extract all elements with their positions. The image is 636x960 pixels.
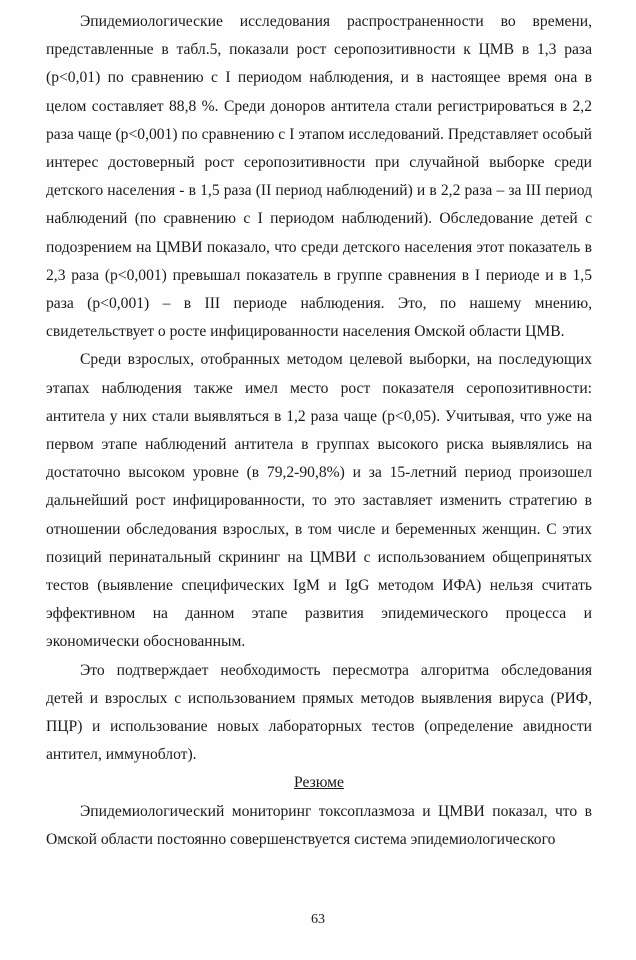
body-text bbox=[46, 8, 592, 854]
paragraph-adults-screening: Среди взрослых, отобранных методом целевой выборки, на последующих этапах наблюдения также имел место рост показателя серопозитивности: антитела у них стали выявляться в 1,2 раза чаще (p<0,05). Учитывая, что уже на первом этапе наблюдений антитела в группах высокого риска выявлялись на достаточно высоком уровне (в 79,2-90,8%) и за 15-летний период произошел дальнейший рост инфицированности, то это заставляет изменить стратегию в отношении обследования взрослых, в том числе и беременных женщин. С этих позиций перинатальный скрининг на ЦМВИ с использованием общепринятых тестов (выявление специфических IgM и IgG методом ИФА) нельзя считать эффективном на данном этапе развития эпидемического процесса и экономически обоснованным. bbox=[46, 351, 592, 651]
section-heading-summary: Резюме bbox=[294, 774, 344, 792]
paragraph-summary: Эпидемиологический мониторинг токсоплазмоза и ЦМВИ показал, что в Омской области постоянно совершенствуется система эпидемиологического bbox=[46, 802, 592, 848]
paragraph-seropositivity-trends: Эпидемиологические исследования распространенности во времени, представленные в табл.5, показали рост серопозитивности к ЦМВ в 1,3 раза (p<0,01) по сравнению с I периодом наблюдения, и в настоящее время она в целом составляет 88,8 %. Среди доноров антитела стали регистрироваться в 2,2 раза чаще (p<0,001) по сравнению с I этапом исследований. Представляет особый интерес достоверный рост серопозитивности при случайной выборке среди детского населения - в 1,5 раза (II период наблюдений) и в 2,2 раза – за III период наблюдений (по сравнению с I периодом наблюдений). Обследование детей с подозрением на ЦМВИ показало, что среди детского населения этот показатель в 2,3 раза (p<0,001) превышал показатель в группе сравнения в I периоде и в 1,5 раза (p<0,001) – в III периоде наблюдения. Это, по нашему мнению, свидетельствует о росте инфицированности населения Омской области ЦМВ. bbox=[46, 13, 592, 341]
page-number: 63 bbox=[311, 912, 325, 927]
paragraph-algorithm-revision: Это подтверждает необходимость пересмотра алгоритма обследования детей и взрослых с использованием прямых методов выявления вируса (РИФ, ПЦР) и использование новых лабораторных тестов (определение авидности антител, иммуноблот). bbox=[46, 661, 592, 764]
